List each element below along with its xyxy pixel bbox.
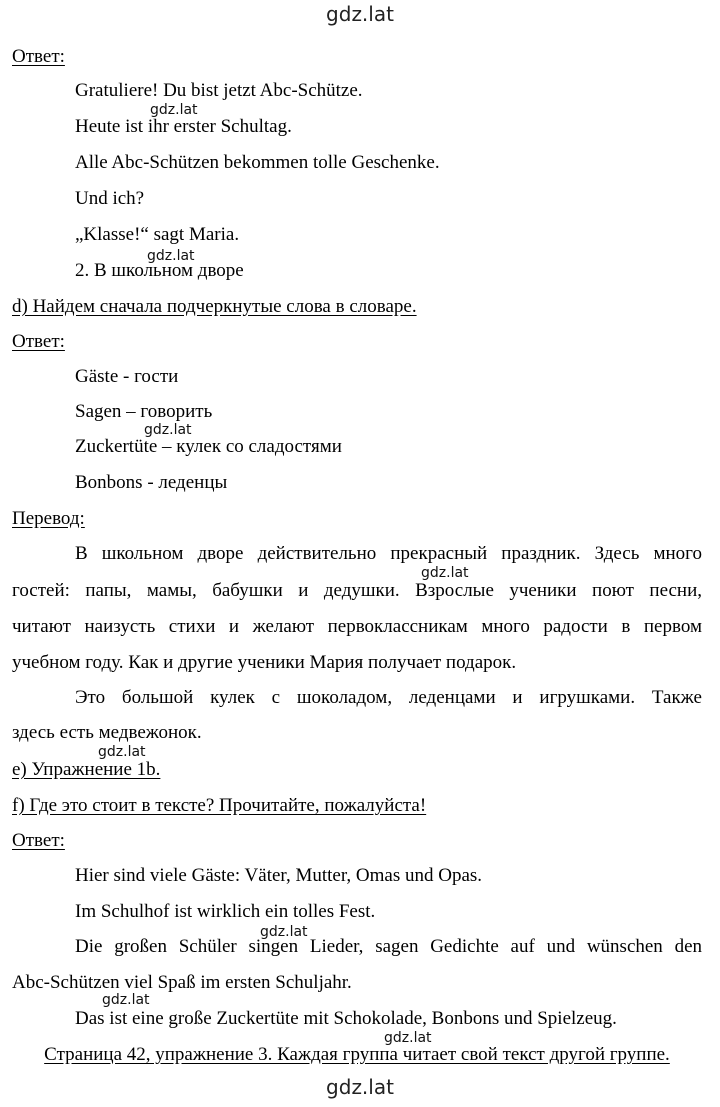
translation-label: Перевод: bbox=[12, 508, 85, 529]
translation-line: В школьном дворе действительно прекрасный праздник. Здесь много bbox=[75, 543, 702, 564]
german-answer-line: Im Schulhof ist wirklich ein tolles Fest. bbox=[75, 901, 376, 922]
watermark: gdz.lat bbox=[384, 1030, 432, 1046]
task-f: f) Где это стоит в тексте? Прочитайте, пожалуйста! bbox=[12, 795, 427, 816]
translation-line: читают наизусть стихи и желают первоклассникам много радости в первом bbox=[12, 616, 702, 637]
watermark: gdz.lat bbox=[102, 992, 150, 1008]
watermark: gdz.lat bbox=[147, 248, 195, 264]
page-task: Страница 42, упражнение 3. Каждая группа читает свой текст другой группе. bbox=[44, 1044, 670, 1065]
vocab-item: Zuckertüte – кулек со сладостями bbox=[75, 436, 342, 457]
answer-label: Ответ: bbox=[12, 830, 65, 851]
watermark: gdz.lat bbox=[98, 744, 146, 760]
german-line-5: „Klasse!“ sagt Maria. bbox=[75, 224, 240, 245]
watermark: gdz.lat bbox=[144, 422, 192, 438]
german-line-3: Alle Abc-Schützen bekommen tolle Geschenke. bbox=[75, 152, 440, 173]
vocab-item: Bonbons - леденцы bbox=[75, 472, 228, 493]
german-answer-line: Das ist eine große Zuckertüte mit Schokolade, Bonbons und Spielzeug. bbox=[75, 1008, 617, 1029]
german-answer-line: Die großen Schüler singen Lieder, sagen Gedichte auf und wünschen den bbox=[75, 936, 702, 957]
task-d: d) Найдем сначала подчеркнутые слова в словаре. bbox=[12, 296, 417, 317]
watermark: gdz.lat bbox=[260, 924, 308, 940]
german-answer-line: Abc-Schützen viel Spaß im ersten Schuljahr. bbox=[12, 972, 352, 993]
site-header: gdz.lat bbox=[326, 2, 394, 26]
watermark: gdz.lat bbox=[421, 565, 469, 581]
answer-label: Ответ: bbox=[12, 331, 65, 352]
translation-line: здесь есть медвежонок. bbox=[12, 722, 202, 743]
translation-line: Это большой кулек с шоколадом, леденцами и игрушками. Также bbox=[75, 687, 702, 708]
section-heading: 2. В школьном дворе bbox=[75, 260, 244, 281]
german-answer-line: Hier sind viele Gäste: Väter, Mutter, Omas und Opas. bbox=[75, 865, 483, 886]
german-line-2: Heute ist ihr erster Schultag. bbox=[75, 116, 292, 137]
german-line-1: Gratuliere! Du bist jetzt Abc-Schütze. bbox=[75, 80, 363, 101]
german-line-4: Und ich? bbox=[75, 188, 145, 209]
watermark: gdz.lat bbox=[150, 102, 198, 118]
vocab-item: Sagen – говорить bbox=[75, 401, 213, 422]
task-e: e) Упражнение 1b. bbox=[12, 759, 161, 780]
site-footer: gdz.lat bbox=[326, 1075, 394, 1099]
vocab-item: Gäste - гости bbox=[75, 366, 179, 387]
translation-line: учебном году. Как и другие ученики Мария получает подарок. bbox=[12, 652, 517, 673]
answer-label: Ответ: bbox=[12, 46, 65, 67]
translation-line: гостей: папы, мамы, бабушки и дедушки. Взрослые ученики поют песни, bbox=[12, 580, 702, 601]
